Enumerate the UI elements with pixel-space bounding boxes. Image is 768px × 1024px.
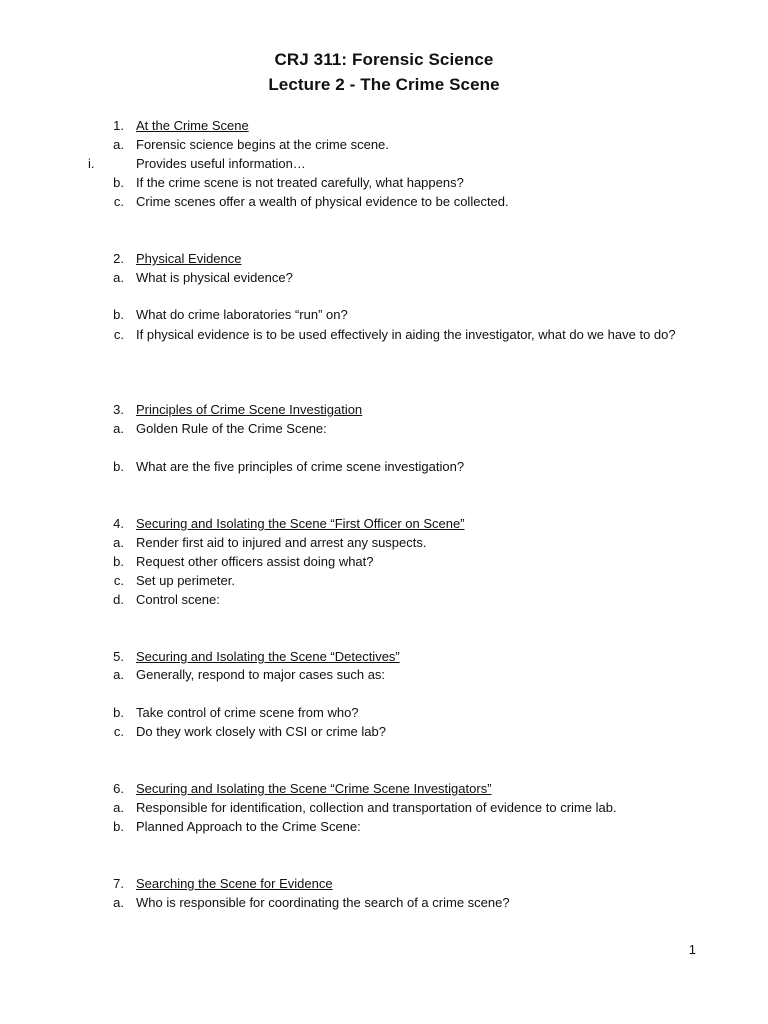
item-text: What do crime laboratories “run” on?: [136, 307, 348, 322]
item-text: What is physical evidence?: [136, 270, 293, 285]
section-number: 4.: [113, 516, 124, 531]
item-text: Responsible for identification, collection and transportation of evidence to crime lab.: [136, 800, 617, 815]
item-marker: b.: [113, 307, 124, 322]
document-title: CRJ 311: Forensic Science: [274, 50, 494, 69]
item-marker: b.: [113, 554, 124, 569]
item-text: Forensic science begins at the crime scene.: [136, 137, 389, 152]
item-marker: c.: [113, 724, 124, 739]
item-text: Do they work closely with CSI or crime lab?: [136, 724, 386, 739]
section-title: Securing and Isolating the Scene “Detectives”: [136, 649, 400, 664]
item-text: Who is responsible for coordinating the search of a crime scene?: [136, 895, 510, 910]
section-number: 7.: [113, 876, 124, 891]
item-marker: i.: [88, 156, 95, 171]
item-text: Render first aid to injured and arrest any suspects.: [136, 535, 427, 550]
section-number: 6.: [113, 781, 124, 796]
item-marker: b.: [113, 175, 124, 190]
item-text: Provides useful information…: [136, 156, 306, 171]
item-marker: a.: [113, 270, 124, 285]
page-number: 1: [688, 942, 696, 957]
item-marker: b.: [113, 459, 124, 474]
item-marker: a.: [113, 667, 124, 682]
section-number: 1.: [113, 118, 124, 133]
item-marker: c.: [113, 327, 124, 342]
item-marker: c.: [113, 194, 124, 209]
item-text: Request other officers assist doing what?: [136, 554, 374, 569]
item-text: If physical evidence is to be used effectively in aiding the investigator, what do we have to do?: [136, 327, 676, 342]
section-title: Securing and Isolating the Scene “Crime Scene Investigators”: [136, 781, 492, 796]
section-number: 5.: [113, 649, 124, 664]
item-marker: b.: [113, 705, 124, 720]
item-text: What are the five principles of crime scene investigation?: [136, 459, 465, 474]
item-marker: a.: [113, 800, 124, 815]
item-text: If the crime scene is not treated carefully, what happens?: [136, 175, 464, 190]
item-marker: a.: [113, 137, 124, 152]
item-text: Crime scenes offer a wealth of physical evidence to be collected.: [136, 194, 509, 209]
item-marker: d.: [113, 592, 124, 607]
section-number: 3.: [113, 402, 124, 417]
item-marker: a.: [113, 421, 124, 436]
item-text: Set up perimeter.: [136, 573, 235, 588]
section-title: Securing and Isolating the Scene “First Officer on Scene”: [136, 516, 465, 531]
item-marker: a.: [113, 535, 124, 550]
section-title: At the Crime Scene: [136, 118, 249, 133]
item-text: Take control of crime scene from who?: [136, 705, 359, 720]
item-text: Generally, respond to major cases such as:: [136, 667, 386, 682]
item-marker: c.: [113, 573, 124, 588]
document-subtitle: Lecture 2 - The Crime Scene: [268, 75, 500, 94]
section-title: Physical Evidence: [136, 251, 242, 266]
section-title: Searching the Scene for Evidence: [136, 876, 333, 891]
section-title: Principles of Crime Scene Investigation: [136, 402, 363, 417]
item-marker: b.: [113, 819, 124, 834]
item-text: Planned Approach to the Crime Scene:: [136, 819, 361, 834]
item-text: Golden Rule of the Crime Scene:: [136, 421, 327, 436]
item-marker: a.: [113, 895, 124, 910]
item-text: Control scene:: [136, 592, 220, 607]
section-number: 2.: [113, 251, 124, 266]
